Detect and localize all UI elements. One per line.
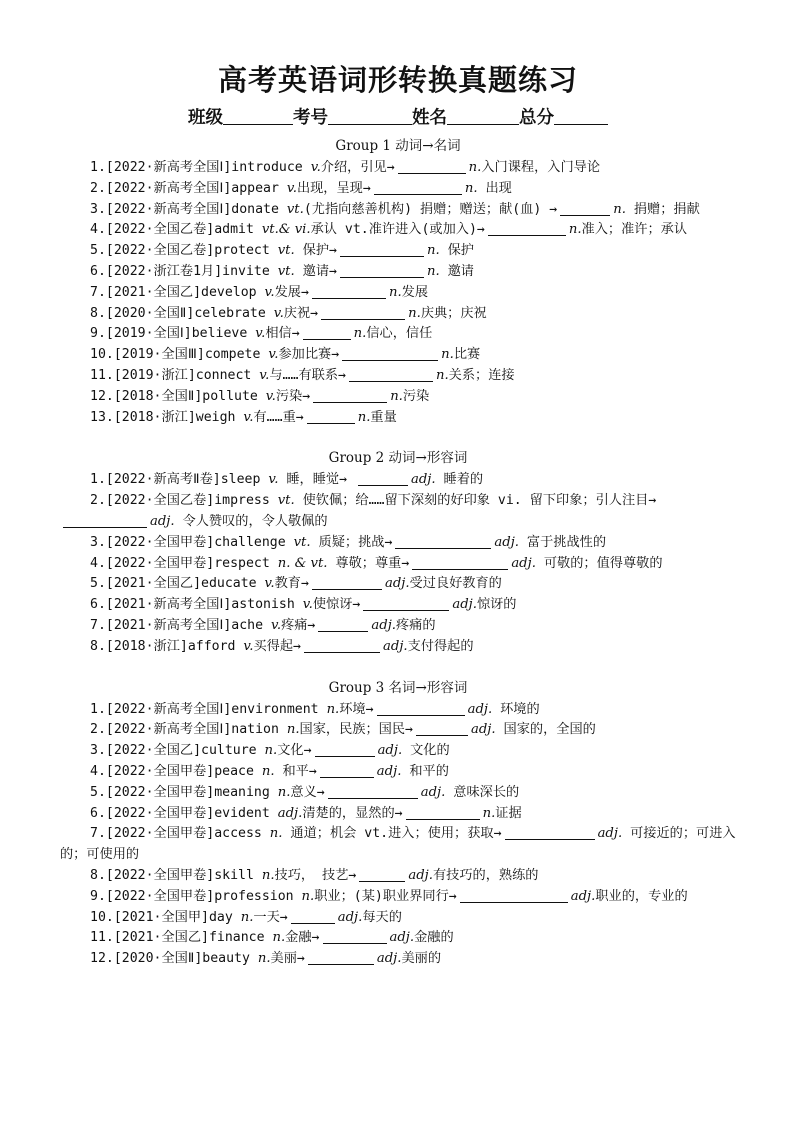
item-pos-1: v. — [302, 597, 313, 613]
exercise-item — [60, 616, 736, 637]
item-target-meaning: 保护 — [439, 243, 474, 259]
item-source-word: 8.[2018·浙江]afford — [90, 638, 244, 654]
item-pos-2: n. — [468, 160, 482, 175]
answer-blank[interactable] — [312, 284, 386, 299]
item-meaning: 技巧， 技艺→ — [274, 867, 357, 883]
item-meaning: 疼痛→ — [281, 617, 316, 633]
worksheet-page — [60, 58, 736, 970]
item-meaning: 保护→ — [294, 243, 337, 259]
item-target-meaning: 每天的 — [362, 909, 402, 925]
item-pos-1: n. — [240, 909, 254, 925]
answer-blank[interactable] — [505, 825, 595, 840]
name-blank[interactable] — [447, 108, 519, 125]
item-source-word: 3.[2022·全国甲卷]challenge — [90, 534, 294, 550]
item-pos-2: adj. — [371, 617, 396, 633]
item-pos-1: v. — [259, 367, 270, 383]
answer-blank[interactable] — [358, 471, 408, 486]
item-pos-1: v. — [268, 472, 279, 488]
item-pos-2: adj. — [377, 743, 403, 759]
item-target-meaning: 发展 — [401, 284, 429, 300]
item-target-meaning: 职业的，专业的 — [595, 888, 688, 904]
item-pos-2: adj. — [376, 763, 402, 779]
item-target-meaning: 文化的 — [402, 743, 450, 759]
item-source-word: 6.[2022·浙江卷1月]invite — [90, 263, 278, 279]
answer-blank[interactable] — [304, 638, 380, 653]
item-target-meaning: 出现 — [477, 180, 512, 196]
item-pos-1: vt. — [277, 243, 295, 259]
answer-blank[interactable] — [63, 513, 147, 528]
item-source-word: 9.[2019·全国Ⅰ]believe — [90, 326, 256, 342]
item-pos-2: n. — [441, 347, 454, 363]
exercise-item — [60, 533, 736, 554]
item-target-meaning: 环境的 — [492, 701, 540, 717]
item-source-word: 2.[2022·新高考全国Ⅰ]appear — [90, 180, 287, 196]
item-meaning: 参加比赛→ — [278, 347, 340, 363]
exercise-item — [60, 741, 736, 762]
item-pos-1: n. — [257, 951, 271, 967]
answer-blank[interactable] — [395, 534, 491, 549]
score-blank[interactable] — [554, 108, 608, 125]
item-pos-2: adj. — [597, 826, 623, 842]
name-label: 姓名 — [412, 108, 447, 128]
answer-blank[interactable] — [398, 159, 466, 174]
item-meaning: 美丽→ — [270, 951, 305, 967]
student-info-line — [60, 102, 736, 134]
item-source-word: 3.[2022·新高考全国Ⅰ]donate — [90, 201, 287, 217]
exercise-item — [60, 574, 736, 595]
item-target-meaning: 有技巧的，熟练的 — [432, 867, 539, 883]
item-pos-2: adj. — [494, 534, 519, 550]
item-pos-2: n. — [482, 805, 496, 821]
item-pos-2: adj. — [570, 888, 596, 904]
item-meaning: 睡，睡觉→ — [278, 472, 355, 488]
answer-blank[interactable] — [308, 950, 374, 965]
item-pos-1: v. — [310, 160, 321, 175]
item-target-meaning: 受过良好教育的 — [409, 576, 502, 592]
item-source-word: 7.[2021·新高考全国Ⅰ]ache — [90, 617, 271, 633]
item-meaning: 发展→ — [274, 284, 309, 300]
item-source-word: 1.[2022·新高考Ⅱ卷]sleep — [90, 472, 269, 488]
answer-blank[interactable] — [359, 867, 405, 882]
item-target-meaning: 美丽的 — [401, 951, 442, 967]
item-pos-1: v. — [268, 347, 279, 363]
item-target-meaning: 重量 — [370, 409, 397, 425]
item-target-meaning: 惊讶的 — [476, 597, 517, 613]
exercise-item — [60, 220, 736, 241]
item-pos-1: v. — [270, 617, 282, 633]
item-meaning: 使钦佩；给……留下深刻的好印象 vi. 留下印象；引人注目→ — [294, 493, 657, 509]
item-source-word: 4.[2022·全国甲卷]respect — [90, 555, 278, 571]
item-meaning: 相信→ — [265, 326, 300, 342]
item-source-word: 5.[2022·全国甲卷]meaning — [90, 784, 278, 800]
item-meaning: 介绍，引见→ — [320, 160, 395, 175]
exercise-item — [60, 366, 736, 387]
item-source-word: 3.[2022·全国乙]culture — [90, 743, 265, 759]
page-title: 高考英语词形转换真题练习 — [217, 63, 578, 97]
exercise-item — [60, 470, 736, 491]
item-target-meaning: 可接近的；可进入的；可使用的 — [60, 826, 736, 863]
exercise-item — [60, 408, 736, 429]
answer-blank[interactable] — [488, 221, 566, 236]
item-pos-1: v. — [243, 638, 254, 654]
exercise-item — [60, 283, 736, 304]
group-spacer — [60, 658, 736, 676]
item-pos-2: n. — [426, 243, 440, 259]
item-pos-2: adj. — [471, 722, 496, 738]
item-source-word: 11.[2019·浙江]connect — [90, 367, 260, 383]
item-pos-1: v. — [286, 180, 297, 196]
item-meaning: 教育→ — [274, 576, 309, 592]
exercise-item — [60, 637, 736, 658]
item-pos-1: v. — [273, 305, 284, 321]
exercise-item — [60, 762, 736, 783]
answer-blank[interactable] — [328, 784, 418, 799]
score-label: 总分 — [519, 108, 554, 128]
item-meaning: 国家，民族；国民→ — [299, 722, 413, 738]
item-source-word: 1.[2022·新高考全国Ⅰ]environment — [90, 701, 327, 717]
exercise-item — [60, 783, 736, 804]
item-target-meaning: 证据 — [495, 805, 522, 821]
answer-blank[interactable] — [291, 909, 335, 924]
item-meaning: (尤指向慈善机构) 捐赠；赠送；献(血) → — [303, 201, 558, 217]
item-source-word: 9.[2022·全国甲卷]profession — [90, 888, 302, 904]
item-meaning: 文化→ — [277, 743, 312, 759]
item-pos-2: n. — [408, 305, 421, 321]
item-pos-2: adj. — [384, 576, 410, 592]
item-pos-2: adj. — [511, 555, 536, 571]
answer-blank[interactable] — [303, 325, 351, 340]
item-target-meaning: 污染 — [402, 388, 430, 404]
item-pos-1: n. — [269, 826, 283, 842]
exam-no-label: 考号 — [293, 108, 328, 128]
answer-blank[interactable] — [412, 555, 508, 570]
item-meaning: 有……重→ — [253, 409, 304, 425]
item-meaning: 和平→ — [274, 763, 317, 779]
item-pos-1: n. — [286, 722, 300, 738]
group-title: Group 1 动词→名词 — [335, 138, 461, 154]
item-source-word: 5.[2021·全国乙]educate — [90, 576, 265, 592]
answer-blank[interactable] — [460, 888, 568, 903]
item-pos-2: adj. — [408, 867, 433, 883]
answer-blank[interactable] — [320, 763, 374, 778]
item-meaning: 邀请→ — [294, 263, 337, 279]
exercise-item — [60, 595, 736, 616]
answer-blank[interactable] — [315, 742, 375, 757]
answer-blank[interactable] — [349, 367, 433, 382]
item-pos-2: adj. — [337, 909, 363, 925]
item-pos-1: v. — [255, 326, 266, 342]
exam-no-blank[interactable] — [328, 108, 412, 125]
answer-blank[interactable] — [312, 575, 382, 590]
item-target-meaning: 庆典；庆祝 — [420, 305, 487, 321]
item-target-meaning: 信心，信任 — [366, 326, 433, 342]
item-source-word: 6.[2021·新高考全国Ⅰ]astonish — [90, 597, 303, 613]
item-pos-2: adj. — [467, 701, 493, 717]
exercise-item — [60, 387, 736, 408]
item-target-meaning: 准入；准许；承认 — [581, 222, 688, 238]
answer-blank[interactable] — [340, 263, 424, 278]
item-target-meaning: 睡着的 — [435, 472, 484, 488]
item-pos-1: n. — [301, 888, 315, 904]
item-pos-1: n. — [261, 867, 275, 883]
item-pos-2: n. — [353, 326, 367, 342]
item-pos-2: n. — [613, 201, 626, 217]
item-source-word: 4.[2022·全国甲卷]peace — [90, 763, 262, 779]
item-meaning: 一天→ — [253, 909, 288, 925]
answer-blank[interactable] — [377, 701, 465, 716]
item-pos-1: vt.& vi. — [261, 222, 311, 238]
item-meaning: 环境→ — [339, 701, 374, 717]
exercise-groups — [60, 134, 736, 970]
item-pos-2: adj. — [376, 951, 402, 967]
item-source-word: 2.[2022·全国乙卷]impress — [90, 493, 278, 509]
answer-blank[interactable] — [416, 721, 468, 736]
item-meaning: 使惊讶→ — [312, 597, 361, 613]
exercise-item — [60, 887, 736, 908]
item-target-meaning: 和平的 — [401, 763, 449, 779]
item-target-meaning: 比赛 — [453, 347, 481, 363]
exercise-item — [60, 345, 736, 366]
item-pos-2: adj. — [389, 930, 415, 946]
exercise-item — [60, 200, 736, 221]
item-meaning: 质疑；挑战→ — [310, 534, 393, 550]
item-pos-1: vt. — [277, 493, 295, 509]
group-title: Group 2 动词→形容词 — [328, 450, 468, 467]
item-target-meaning: 支付得起的 — [407, 638, 474, 654]
item-source-word: 10.[2019·全国Ⅲ]compete — [90, 347, 269, 363]
item-pos-2: n. — [426, 263, 440, 279]
answer-blank[interactable] — [340, 242, 424, 257]
item-pos-1: vt. — [293, 534, 311, 550]
item-pos-1: n. — [261, 763, 275, 779]
class-label: 班级 — [188, 108, 223, 128]
answer-blank[interactable] — [406, 805, 480, 820]
item-source-word: 12.[2018·全国Ⅱ]pollute — [90, 388, 266, 404]
item-pos-2: n. — [568, 222, 582, 238]
item-target-meaning: 国家的，全国的 — [495, 722, 596, 738]
item-meaning: 庆祝→ — [283, 305, 319, 321]
item-pos-1: vt. — [286, 201, 304, 217]
item-source-word: 6.[2022·全国甲卷]evident — [90, 805, 278, 821]
item-target-meaning: 令人赞叹的，令人敬佩的 — [174, 513, 328, 529]
exercise-item — [60, 804, 736, 825]
item-pos-1: vt. — [277, 263, 295, 279]
item-meaning: 污染→ — [275, 388, 311, 404]
item-meaning: 出现，呈现→ — [296, 180, 371, 196]
exercise-item — [60, 949, 736, 970]
exercise-item — [60, 304, 736, 325]
item-pos-2: adj. — [411, 472, 436, 488]
item-pos-2: adj. — [452, 597, 477, 613]
exercise-item — [60, 928, 736, 949]
item-pos-2: n. — [464, 180, 478, 196]
item-target-meaning: 邀请 — [439, 263, 474, 279]
item-source-word: 12.[2020·全国Ⅱ]beauty — [90, 951, 258, 967]
answer-blank[interactable] — [363, 596, 449, 611]
item-pos-2: adj. — [420, 784, 446, 800]
answer-blank[interactable] — [318, 617, 368, 632]
exercise-item — [60, 241, 736, 262]
item-target-meaning: 金融的 — [414, 930, 454, 946]
item-pos-2: n. — [388, 284, 402, 300]
item-source-word: 13.[2018·浙江]weigh — [90, 409, 244, 425]
item-source-word: 5.[2022·全国乙卷]protect — [90, 243, 278, 259]
item-pos-2: n. — [357, 409, 371, 425]
item-pos-1: n. — [264, 743, 278, 759]
item-pos-2: adj. — [383, 638, 408, 654]
group-title: Group 3 名词→形容词 — [328, 679, 468, 696]
answer-blank[interactable] — [313, 388, 387, 403]
item-pos-1: v. — [264, 284, 275, 300]
item-target-meaning: 入门课程，入门导论 — [481, 160, 601, 175]
item-source-word: 8.[2020·全国Ⅱ]celebrate — [90, 305, 274, 321]
item-source-word: 2.[2022·新高考全国Ⅰ]nation — [90, 722, 287, 738]
answer-blank[interactable] — [321, 305, 405, 320]
item-source-word: 1.[2022·新高考全国Ⅰ]introduce — [90, 160, 311, 175]
item-meaning: 尊敬；尊重→ — [327, 555, 410, 571]
item-meaning: 意义→ — [290, 784, 325, 800]
exercise-item — [60, 179, 736, 200]
item-meaning: 承认 vt.准许进入(或加入)→ — [310, 222, 485, 238]
answer-blank[interactable] — [374, 180, 462, 195]
item-pos-1: n. — [326, 701, 340, 717]
exercise-item — [60, 700, 736, 721]
item-target-meaning: 可敬的；值得尊敬的 — [535, 555, 663, 571]
item-meaning: 职业；(某)职业界同行→ — [314, 888, 457, 904]
exercise-item — [60, 554, 736, 575]
item-meaning: 通道；机会 vt.进入；使用；获取→ — [282, 826, 502, 842]
item-pos-1: v. — [243, 409, 254, 425]
exercise-item — [60, 262, 736, 283]
item-meaning: 清楚的，显然的→ — [302, 805, 403, 821]
item-source-word: 8.[2022·全国甲卷]skill — [90, 867, 262, 883]
item-target-meaning: 疼痛的 — [395, 617, 436, 633]
answer-blank[interactable] — [323, 929, 387, 944]
item-source-word: 7.[2022·全国甲卷]access — [90, 826, 270, 842]
item-pos-1: n. & vt. — [277, 555, 328, 571]
exercise-item — [60, 720, 736, 741]
answer-blank[interactable] — [307, 409, 355, 424]
item-pos-1: n. — [272, 930, 286, 946]
item-pos-1: adj. — [277, 805, 303, 821]
answer-blank[interactable] — [342, 346, 438, 361]
item-target-meaning: 关系；连接 — [448, 367, 515, 383]
item-pos-1: v. — [265, 388, 276, 404]
exercise-item — [60, 324, 736, 345]
item-meaning: 买得起→ — [253, 638, 302, 654]
item-target-meaning: 意味深长的 — [445, 784, 520, 800]
item-pos-2: n. — [390, 388, 403, 404]
exercise-item — [60, 908, 736, 929]
class-blank[interactable] — [223, 108, 293, 125]
item-meaning: 金融→ — [285, 930, 320, 946]
item-target-meaning: 捐赠；捐献 — [625, 201, 700, 217]
item-source-word: 7.[2021·全国乙]develop — [90, 284, 265, 300]
item-pos-1: n. — [277, 784, 291, 800]
item-source-word: 10.[2021·全国甲]day — [90, 909, 241, 925]
item-pos-2: adj. — [150, 513, 175, 529]
item-source-word: 4.[2022·全国乙卷]admit — [90, 222, 262, 238]
item-target-meaning: 富于挑战性的 — [518, 534, 607, 550]
answer-blank[interactable] — [560, 201, 610, 216]
item-pos-2: n. — [435, 367, 449, 383]
item-pos-1: v. — [264, 576, 275, 592]
item-meaning: 与……有联系→ — [269, 367, 346, 383]
exercise-item — [60, 824, 736, 866]
exercise-item — [60, 158, 736, 179]
exercise-item — [60, 866, 736, 887]
exercise-item — [60, 491, 736, 533]
item-source-word: 11.[2021·全国乙]finance — [90, 930, 273, 946]
group-spacer — [60, 428, 736, 446]
